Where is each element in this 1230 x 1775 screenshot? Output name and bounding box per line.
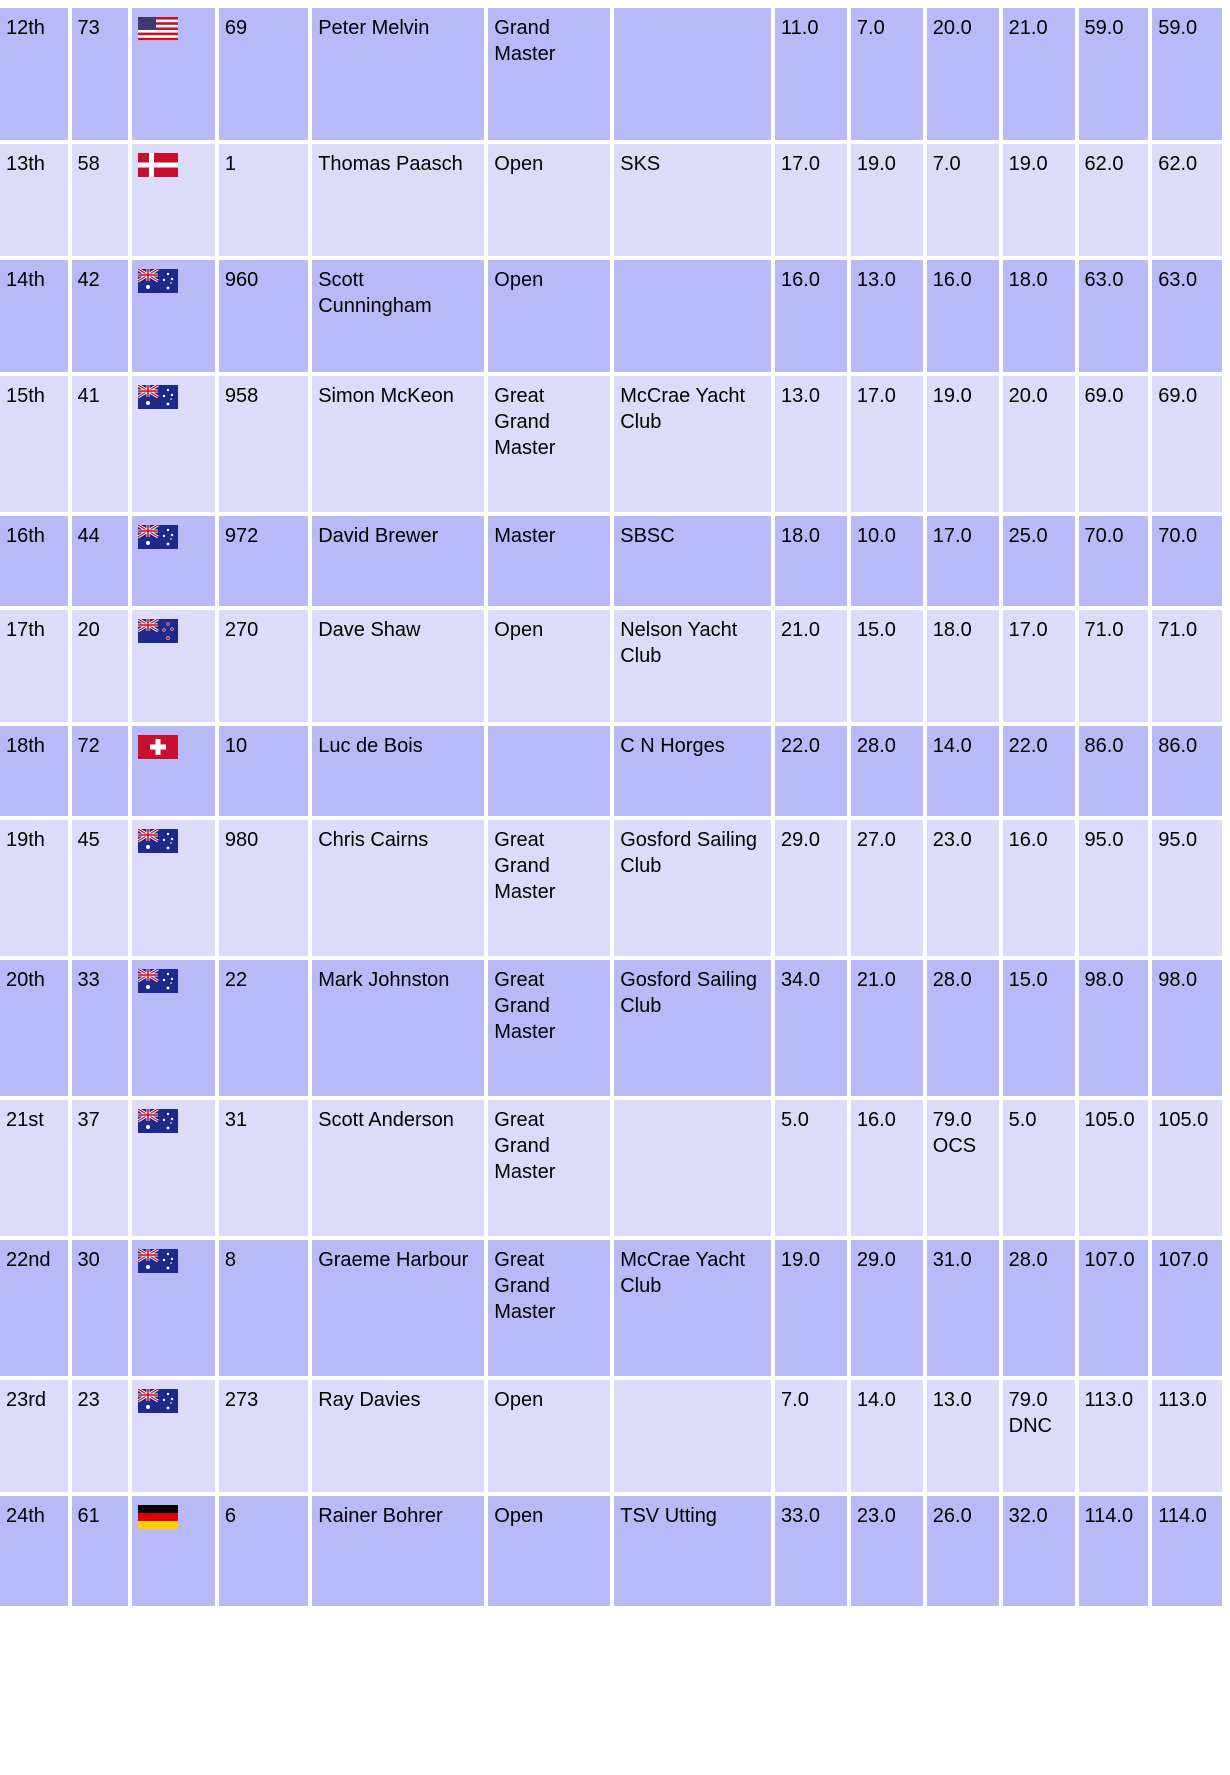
sail-number-cell: 61 [72, 1496, 129, 1606]
sail-number-cell: 20 [72, 610, 129, 722]
bow-number-cell: 980 [219, 820, 308, 956]
place-cell: 12th [0, 8, 68, 140]
sailor-name-cell: Graeme Harbour [312, 1240, 484, 1376]
race-3-cell: 20.0 [927, 8, 999, 140]
race-1-cell: 13.0 [775, 376, 847, 512]
table-row [0, 144, 1222, 256]
flag-cell [132, 820, 215, 956]
aus-flag-icon [138, 1109, 178, 1133]
race-4-cell: 79.0 DNC [1003, 1380, 1075, 1492]
nett-cell: 70.0 [1152, 516, 1222, 606]
flag-cell [132, 960, 215, 1096]
club-cell [614, 1380, 771, 1492]
total-cell: 59.0 [1079, 8, 1149, 140]
race-4-cell: 21.0 [1003, 8, 1075, 140]
usa-flag-icon [138, 17, 178, 41]
nett-cell: 95.0 [1152, 820, 1222, 956]
race-3-cell: 19.0 [927, 376, 999, 512]
nett-cell: 113.0 [1152, 1380, 1222, 1492]
race-4-cell: 19.0 [1003, 144, 1075, 256]
race-3-cell: 23.0 [927, 820, 999, 956]
sailor-name-cell: Chris Cairns [312, 820, 484, 956]
sail-number-cell: 42 [72, 260, 129, 372]
division-cell: Great Grand Master [488, 1100, 610, 1236]
bow-number-cell: 31 [219, 1100, 308, 1236]
total-cell: 86.0 [1079, 726, 1149, 816]
place-cell: 22nd [0, 1240, 68, 1376]
race-1-cell: 29.0 [775, 820, 847, 956]
race-2-cell: 16.0 [851, 1100, 923, 1236]
race-3-cell: 14.0 [927, 726, 999, 816]
bow-number-cell: 10 [219, 726, 308, 816]
race-3-cell: 7.0 [927, 144, 999, 256]
race-2-cell: 23.0 [851, 1496, 923, 1606]
flag-cell [132, 610, 215, 722]
total-cell: 113.0 [1079, 1380, 1149, 1492]
place-cell: 15th [0, 376, 68, 512]
division-cell: Open [488, 610, 610, 722]
table-row [0, 260, 1222, 372]
race-2-cell: 17.0 [851, 376, 923, 512]
race-2-cell: 29.0 [851, 1240, 923, 1376]
division-cell: Great Grand Master [488, 820, 610, 956]
race-4-cell: 16.0 [1003, 820, 1075, 956]
race-1-cell: 11.0 [775, 8, 847, 140]
club-cell: TSV Utting [614, 1496, 771, 1606]
aus-flag-icon [138, 829, 178, 853]
results-body [0, 8, 1222, 1606]
nett-cell: 86.0 [1152, 726, 1222, 816]
club-cell [614, 260, 771, 372]
flag-cell [132, 1100, 215, 1236]
race-3-cell: 26.0 [927, 1496, 999, 1606]
nzl-flag-icon [138, 619, 178, 643]
den-flag-icon [138, 153, 178, 177]
sailor-name-cell: David Brewer [312, 516, 484, 606]
bow-number-cell: 1 [219, 144, 308, 256]
race-2-cell: 19.0 [851, 144, 923, 256]
table-row [0, 516, 1222, 606]
club-cell: SBSC [614, 516, 771, 606]
sailor-name-cell: Thomas Paasch [312, 144, 484, 256]
race-3-cell: 31.0 [927, 1240, 999, 1376]
ger-flag-icon [138, 1505, 178, 1529]
race-3-cell: 18.0 [927, 610, 999, 722]
race-1-cell: 16.0 [775, 260, 847, 372]
sailor-name-cell: Peter Melvin [312, 8, 484, 140]
race-1-cell: 18.0 [775, 516, 847, 606]
sail-number-cell: 41 [72, 376, 129, 512]
race-1-cell: 5.0 [775, 1100, 847, 1236]
sailor-name-cell: Scott Anderson [312, 1100, 484, 1236]
table-row [0, 610, 1222, 722]
sailor-name-cell: Simon McKeon [312, 376, 484, 512]
nett-cell: 62.0 [1152, 144, 1222, 256]
race-4-cell: 18.0 [1003, 260, 1075, 372]
total-cell: 114.0 [1079, 1496, 1149, 1606]
division-cell: Master [488, 516, 610, 606]
aus-flag-icon [138, 525, 178, 549]
club-cell [614, 1100, 771, 1236]
total-cell: 98.0 [1079, 960, 1149, 1096]
race-1-cell: 34.0 [775, 960, 847, 1096]
club-cell: Gosford Sailing Club [614, 820, 771, 956]
sailor-name-cell: Ray Davies [312, 1380, 484, 1492]
place-cell: 17th [0, 610, 68, 722]
sui-flag-icon [138, 735, 178, 759]
nett-cell: 59.0 [1152, 8, 1222, 140]
nett-cell: 71.0 [1152, 610, 1222, 722]
aus-flag-icon [138, 969, 178, 993]
race-2-cell: 28.0 [851, 726, 923, 816]
sailor-name-cell: Rainer Bohrer [312, 1496, 484, 1606]
division-cell: Open [488, 1380, 610, 1492]
nett-cell: 69.0 [1152, 376, 1222, 512]
table-row [0, 820, 1222, 956]
flag-cell [132, 1380, 215, 1492]
race-2-cell: 21.0 [851, 960, 923, 1096]
sail-number-cell: 58 [72, 144, 129, 256]
race-4-cell: 15.0 [1003, 960, 1075, 1096]
aus-flag-icon [138, 385, 178, 409]
total-cell: 62.0 [1079, 144, 1149, 256]
division-cell: Open [488, 1496, 610, 1606]
flag-cell [132, 376, 215, 512]
table-row [0, 1496, 1222, 1606]
division-cell: Great Grand Master [488, 1240, 610, 1376]
flag-cell [132, 144, 215, 256]
bow-number-cell: 6 [219, 1496, 308, 1606]
race-1-cell: 21.0 [775, 610, 847, 722]
total-cell: 70.0 [1079, 516, 1149, 606]
club-cell: C N Horges [614, 726, 771, 816]
sail-number-cell: 37 [72, 1100, 129, 1236]
club-cell: Nelson Yacht Club [614, 610, 771, 722]
race-4-cell: 32.0 [1003, 1496, 1075, 1606]
place-cell: 24th [0, 1496, 68, 1606]
race-3-cell: 16.0 [927, 260, 999, 372]
sail-number-cell: 45 [72, 820, 129, 956]
nett-cell: 105.0 [1152, 1100, 1222, 1236]
bow-number-cell: 22 [219, 960, 308, 1096]
total-cell: 71.0 [1079, 610, 1149, 722]
division-cell: Open [488, 144, 610, 256]
sailor-name-cell: Luc de Bois [312, 726, 484, 816]
club-cell [614, 8, 771, 140]
flag-cell [132, 260, 215, 372]
bow-number-cell: 960 [219, 260, 308, 372]
total-cell: 69.0 [1079, 376, 1149, 512]
bow-number-cell: 270 [219, 610, 308, 722]
division-cell: Grand Master [488, 8, 610, 140]
place-cell: 16th [0, 516, 68, 606]
division-cell: Great Grand Master [488, 960, 610, 1096]
flag-cell [132, 8, 215, 140]
flag-cell [132, 1240, 215, 1376]
place-cell: 19th [0, 820, 68, 956]
table-row [0, 1380, 1222, 1492]
aus-flag-icon [138, 269, 178, 293]
race-1-cell: 7.0 [775, 1380, 847, 1492]
flag-cell [132, 1496, 215, 1606]
race-1-cell: 17.0 [775, 144, 847, 256]
total-cell: 105.0 [1079, 1100, 1149, 1236]
bow-number-cell: 958 [219, 376, 308, 512]
table-row [0, 1100, 1222, 1236]
table-row [0, 8, 1222, 140]
table-row [0, 960, 1222, 1096]
flag-cell [132, 726, 215, 816]
race-1-cell: 19.0 [775, 1240, 847, 1376]
table-row [0, 376, 1222, 512]
table-row [0, 726, 1222, 816]
table-row [0, 1240, 1222, 1376]
race-2-cell: 14.0 [851, 1380, 923, 1492]
place-cell: 14th [0, 260, 68, 372]
race-4-cell: 28.0 [1003, 1240, 1075, 1376]
total-cell: 107.0 [1079, 1240, 1149, 1376]
aus-flag-icon [138, 1389, 178, 1413]
bow-number-cell: 972 [219, 516, 308, 606]
race-1-cell: 22.0 [775, 726, 847, 816]
race-3-cell: 79.0 OCS [927, 1100, 999, 1236]
place-cell: 20th [0, 960, 68, 1096]
results-table [0, 4, 1226, 1610]
nett-cell: 98.0 [1152, 960, 1222, 1096]
sailor-name-cell: Dave Shaw [312, 610, 484, 722]
race-4-cell: 5.0 [1003, 1100, 1075, 1236]
sail-number-cell: 23 [72, 1380, 129, 1492]
sail-number-cell: 73 [72, 8, 129, 140]
race-4-cell: 25.0 [1003, 516, 1075, 606]
bow-number-cell: 273 [219, 1380, 308, 1492]
place-cell: 23rd [0, 1380, 68, 1492]
sail-number-cell: 72 [72, 726, 129, 816]
division-cell [488, 726, 610, 816]
race-1-cell: 33.0 [775, 1496, 847, 1606]
race-2-cell: 13.0 [851, 260, 923, 372]
nett-cell: 107.0 [1152, 1240, 1222, 1376]
sailor-name-cell: Mark Johnston [312, 960, 484, 1096]
race-2-cell: 15.0 [851, 610, 923, 722]
place-cell: 21st [0, 1100, 68, 1236]
place-cell: 18th [0, 726, 68, 816]
race-3-cell: 17.0 [927, 516, 999, 606]
division-cell: Open [488, 260, 610, 372]
race-4-cell: 22.0 [1003, 726, 1075, 816]
flag-cell [132, 516, 215, 606]
race-2-cell: 10.0 [851, 516, 923, 606]
sailor-name-cell: Scott Cunningham [312, 260, 484, 372]
race-4-cell: 20.0 [1003, 376, 1075, 512]
race-2-cell: 7.0 [851, 8, 923, 140]
race-4-cell: 17.0 [1003, 610, 1075, 722]
division-cell: Great Grand Master [488, 376, 610, 512]
total-cell: 63.0 [1079, 260, 1149, 372]
total-cell: 95.0 [1079, 820, 1149, 956]
club-cell: SKS [614, 144, 771, 256]
sail-number-cell: 44 [72, 516, 129, 606]
place-cell: 13th [0, 144, 68, 256]
sail-number-cell: 33 [72, 960, 129, 1096]
nett-cell: 114.0 [1152, 1496, 1222, 1606]
club-cell: McCrae Yacht Club [614, 1240, 771, 1376]
race-3-cell: 28.0 [927, 960, 999, 1096]
bow-number-cell: 8 [219, 1240, 308, 1376]
club-cell: McCrae Yacht Club [614, 376, 771, 512]
race-2-cell: 27.0 [851, 820, 923, 956]
nett-cell: 63.0 [1152, 260, 1222, 372]
sail-number-cell: 30 [72, 1240, 129, 1376]
aus-flag-icon [138, 1249, 178, 1273]
club-cell: Gosford Sailing Club [614, 960, 771, 1096]
bow-number-cell: 69 [219, 8, 308, 140]
race-3-cell: 13.0 [927, 1380, 999, 1492]
